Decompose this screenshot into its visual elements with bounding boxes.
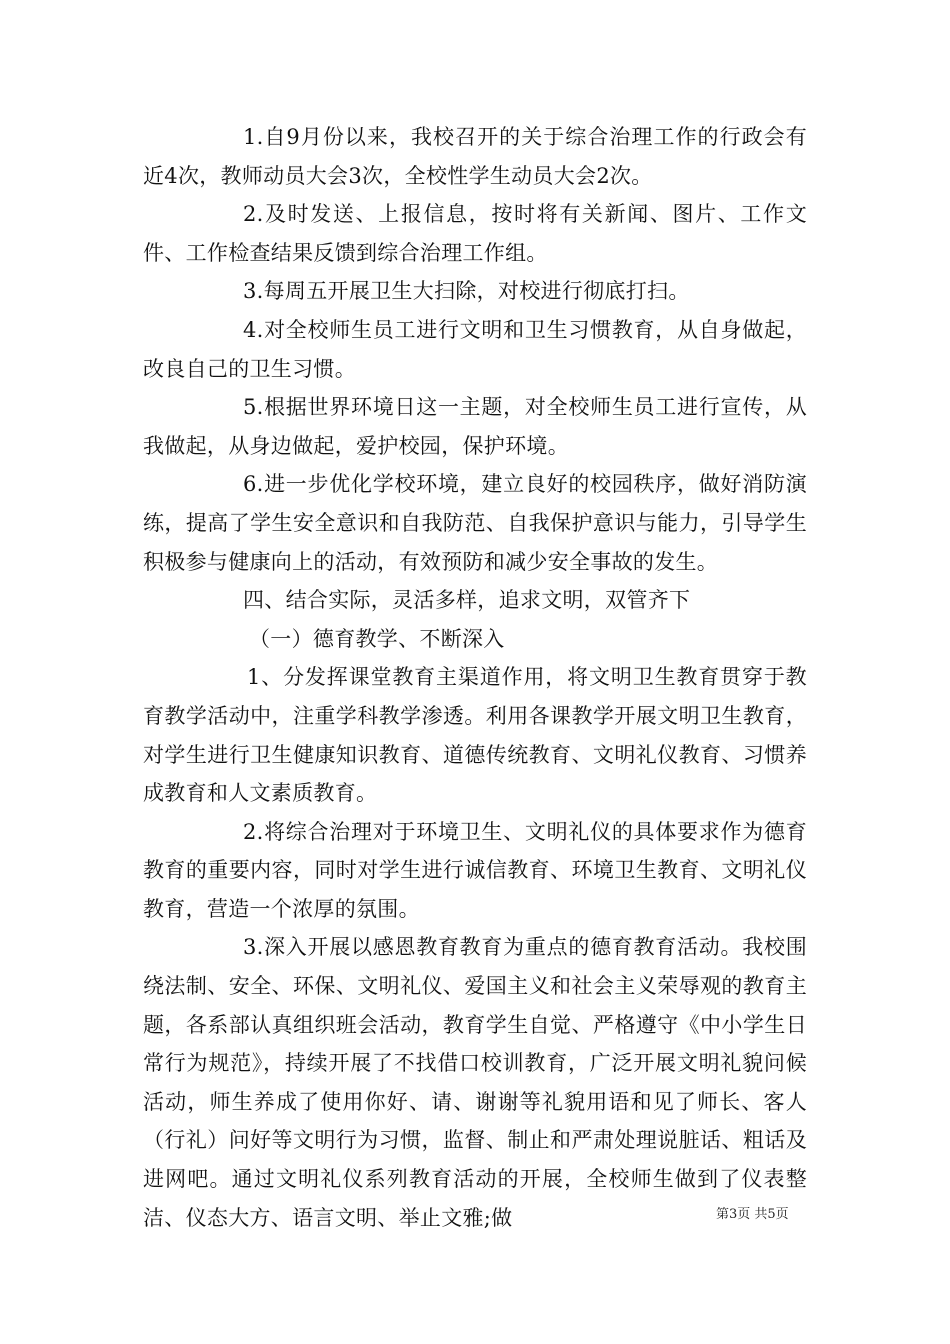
- section-heading: 四、结合实际，灵活多样，追求文明，双管齐下: [243, 588, 691, 613]
- paragraph-item-2: 2.及时发送、上报信息，按时将有关新闻、图片、工作文件、工作检查结果反馈到综合治理工作组。: [143, 202, 807, 265]
- paragraph-item-3: 3.每周五开展卫生大扫除，对校进行彻底打扫。: [243, 279, 690, 304]
- paragraph-item-6: 6.进一步优化学校环境，建立良好的校园秩序，做好消防演练，提高了学生安全意识和自我防范、自我保护意识与能力，引导学生积极参与健康向上的活动，有效预防和减少安全事故的发生。: [143, 472, 807, 574]
- page-footer: 第3页 共5页: [716, 1207, 789, 1222]
- paragraph-moral-2: 2.将综合治理对于环境卫生、文明礼仪的具体要求作为德育教育的重要内容，同时对学生进行诚信教育、环境卫生教育、文明礼仪教育，营造一个浓厚的氛围。: [143, 819, 807, 921]
- paragraph-item-4: 4.对全校师生员工进行文明和卫生习惯教育，从自身做起，改良自己的卫生习惯。: [143, 317, 807, 381]
- paragraph-item-1: 1.自9月份以来，我校召开的关于综合治理工作的行政会有近4次，教师动员大会3次，全校性学生动员大会2次。: [143, 125, 807, 188]
- paragraph-moral-3: 3.深入开展以感恩教育教育为重点的德育教育活动。我校围绕法制、安全、环保、文明礼仪、爱国主义和社会主义荣辱观的教育主题，各系部认真组织班会活动，教育学生自觉、严格遵守《中小学生日常行为规范》，持续开展了不找借口校训教育，广泛开展文明礼貌问候活动，师生养成了使用你好、请、谢谢等礼貌用语和见了师长、客人（行礼）问好等文明行为习惯，监督、制止和严肃处理说脏话、粗话及进网吧。通过文明礼仪系列教育活动的开展，全校师生做到了仪表整洁、仪态大方、语言文明、举止文雅;做: [143, 935, 807, 1230]
- paragraph-item-5: 5.根据世界环境日这一主题，对全校师生员工进行宣传，从我做起，从身边做起，爱护校园，保护环境。: [143, 395, 807, 458]
- document-body: [143, 118, 807, 1237]
- paragraph-moral-1: 1、分发挥课堂教育主渠道作用，将文明卫生教育贯穿于教育教学活动中，注重学科教学渗透。利用各课教学开展文明卫生教育，对学生进行卫生健康知识教育、道德传统教育、文明礼仪教育、习惯养成教育和人文素质教育。: [143, 665, 807, 806]
- subsection-heading: （一）德育教学、不断深入: [249, 626, 505, 651]
